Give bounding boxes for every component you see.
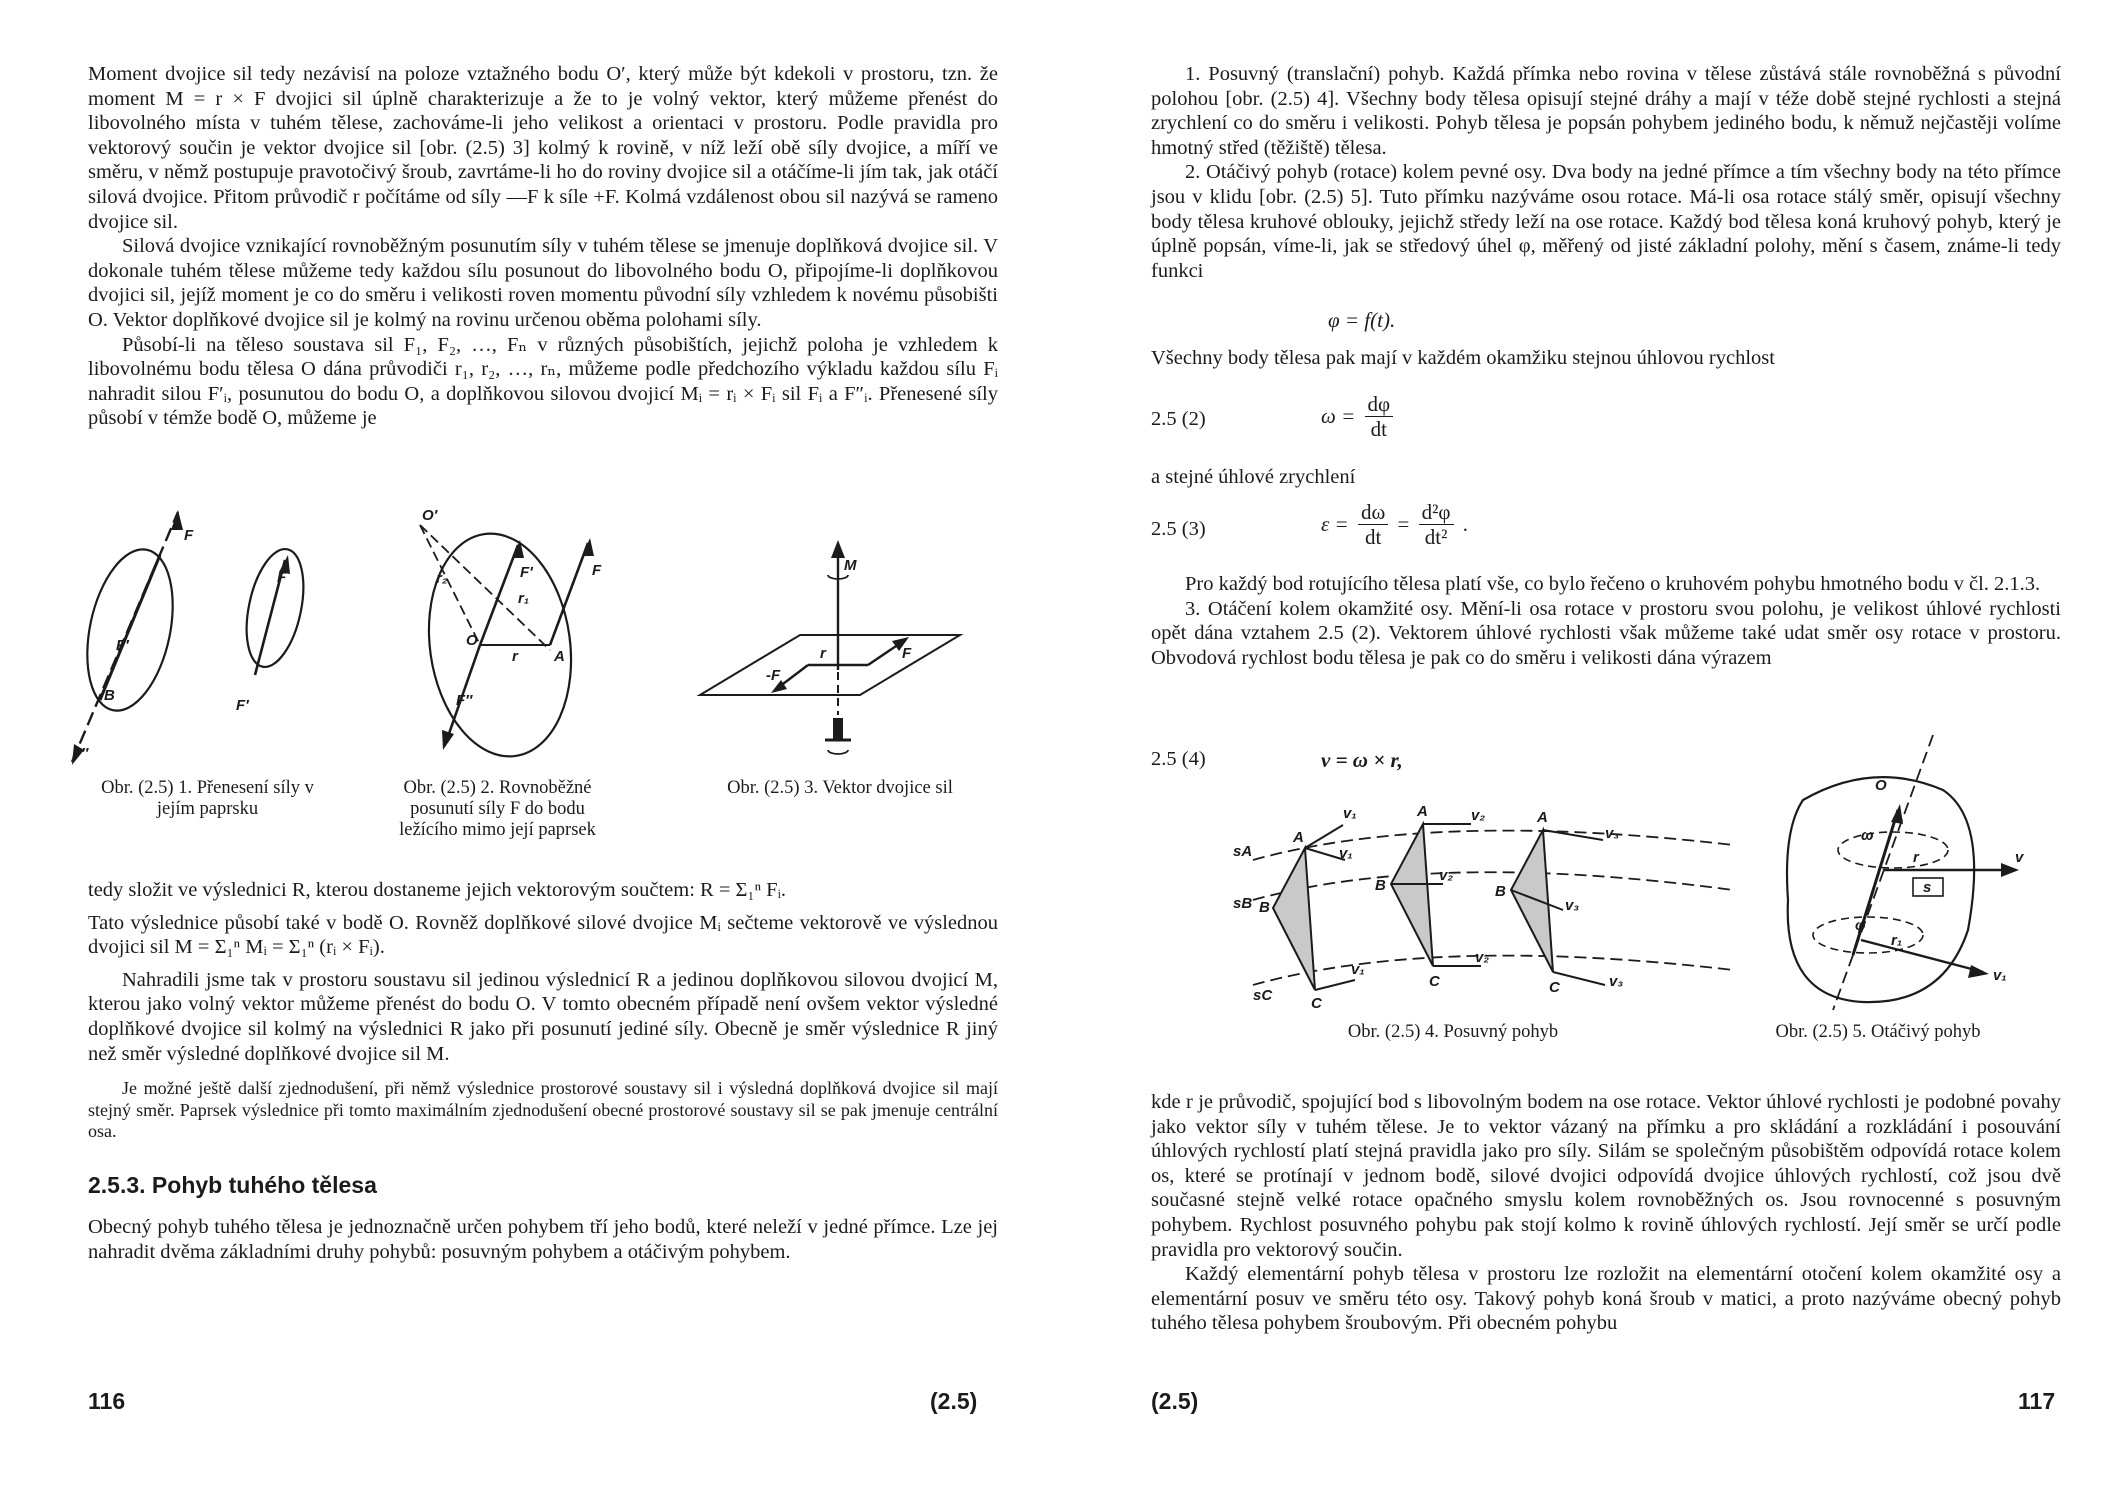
fig5-label: φ	[1855, 917, 1866, 934]
fig4-label: sB	[1233, 895, 1253, 912]
fig4-label: B	[1495, 883, 1506, 900]
paragraph: a stejné úhlové zrychlení	[1151, 466, 1356, 488]
figure-translation	[1233, 790, 1793, 1020]
right-text-middle	[1151, 572, 2061, 670]
fig5-label: r	[1913, 849, 1919, 866]
fig3-label: r	[820, 645, 826, 662]
fig1-label: F′	[236, 697, 249, 714]
paragraph: tedy složit ve výslednici R, kterou dostaneme jejich vektorovým součtem: R = Σ₁ⁿ Fᵢ.	[88, 879, 787, 901]
paragraph: 1. Posuvný (translační) pohyb. Každá přímka nebo rovina v tělese zůstává stále rovnoběžná s původní polohou [obr. (2.5) 4]. Všechny body tělesa opisují stejné dráhy a mají v téže době stejné rychlosti a stejná zrychlení co do směru i velikosti. Pohyb tělesa je popsán pohybem jediného bodu, k němuž nejčastěji volíme hmotný střed (těžiště) tělesa.	[1151, 63, 2061, 159]
fig4-label: sA	[1233, 843, 1253, 860]
paragraph: Nahradili jsme tak v prostoru soustavu sil jedinou výslednicí R a jedinou doplňkovou silovou dvojicí M, kterou jako volný vektor můžeme přenést do bodu O. V tomto obecném případě není ovšem vektor výsledné doplňkové dvojice sil kolmý na výslednici R jako při posunutí jediné síly. Obecně je směr výslednice R jiný než směr výsledné doplňkové dvojice sil M.	[88, 968, 998, 1065]
figure-rotation	[1743, 730, 2043, 1020]
fig2-label: r₁	[518, 590, 530, 607]
fig4-label: C	[1311, 995, 1322, 1012]
equation-label: 2.5 (3)	[1151, 518, 1206, 540]
equation-label: 2.5 (4)	[1151, 748, 1206, 770]
right-text-top	[1151, 62, 2061, 283]
right-text-bottom	[1151, 1090, 2061, 1336]
fig5-label: O	[1875, 777, 1887, 794]
fig4-label: A	[1417, 803, 1428, 820]
fig4-label: C	[1429, 973, 1440, 990]
fig3-label: F	[902, 645, 912, 662]
left-text-top	[88, 62, 998, 431]
fig1-label: F″	[72, 745, 89, 762]
fraction: $\frac{d\omega}{dt}$	[1358, 500, 1388, 549]
fig5-label: r₁	[1891, 932, 1903, 949]
paragraph: Obecný pohyb tuhého tělesa je jednoznačně určen pohybem tří jeho bodů, které neleží v jedné přímce. Lze jej nahradit dvěma základními druhy pohybů: posuvným pohybem a otáčivým pohybem.	[88, 1216, 998, 1263]
figure-caption: Obr. (2.5) 2. Rovnoběžné posunutí síly F do bodu ležícího mimo její paprsek	[399, 778, 596, 840]
paragraph: Působí-li na těleso soustava sil F₁, F₂, …, Fₙ v různých působištích, jejichž poloha je vzhledem k libovolnému bodu tělesa O dána průvodiči r₁, r₂, …, rₙ, můžeme podle předchozího výkladu každou sílu Fᵢ nahradit silou F′ᵢ, posunutou do bodu O, a doplňkovou silovou dvojicí Mᵢ = rᵢ × Fᵢ sil Fᵢ a F″ᵢ. Přenesené síly působí v témže bodě O, můžeme je	[88, 333, 998, 430]
fig4-label: A	[1537, 809, 1548, 826]
paragraph: Každý elementární pohyb tělesa v prostoru lze rozložit na elementární otočení kolem okamžité osy a elementární posuv ve směru této osy. Takový pohyb koná šroub v matici, a proto nazýváme obecný pohyb tuhého tělesa pohybem šroubovým. Při obecném pohybu	[1151, 1263, 2061, 1335]
fig2-label: F	[592, 562, 602, 579]
fig4-label: A	[1293, 829, 1304, 846]
page-number: 117	[2018, 1388, 2056, 1414]
fraction: $\frac{\text{d²φ}}{\text{dt²}}$	[1419, 500, 1454, 549]
fig4-label: v₂	[1471, 807, 1486, 824]
fig2-label: A	[554, 648, 565, 665]
fig4-label: v₁	[1339, 845, 1353, 862]
fig4-label: B	[1259, 899, 1270, 916]
paragraph-block	[1151, 465, 2061, 490]
figure-parallel-shift	[400, 505, 620, 775]
right-page	[1063, 0, 2126, 1500]
fig3-label: M	[844, 557, 857, 574]
fig1-label: F	[277, 569, 287, 586]
paragraph: kde r je průvodič, spojující bod s libovolným bodem na ose rotace. Vektor úhlové rychlosti je podobné povahy jako vektor síly v tuhém tělese. Je to vektor vázaný na přímku a pro skládání a rozkládání i posouvání úhlových rychlostí platí stejná pravidla jako pro síly. Silám se společným působištěm odpovídá rotace kolem os, které se protínají v jednom bodě, silové dvojici odpovídá dvojice úhlových rychlostí, což jsou dvě současné stejně velké rotace opačného smyslu kolem rovnoběžných os. Jsou rovnocenné s posuvným pohybem. Rychlost posuvného pohybu pak stojí kolmo k rovině úhlových rychlostí. Její směr se určí podle pravidla pro vektorový součin.	[1151, 1091, 2061, 1261]
fig1-label: F′	[116, 637, 129, 654]
paragraph: Moment dvojice sil tedy nezávisí na poloze vztažného bodu O′, který může být kdekoli v prostoru, tzn. že moment M = r × F dvojici sil úplně charakterizuje a že to je volný vektor, který můžeme přenést do libovolného místa v tuhém tělese, zachováme-li jeho velikost a orientaci v prostoru. Podle pravidla pro vektorový součin je vektor dvojice sil [obr. (2.5) 3] kolmý k rovině, v níž leží obě síly dvojice, a míří ve směru, v němž postupuje pravotočivý šroub, zavrtáme-li ho do roviny dvojice sil a otáčíme-li jím tak, jak otáčí silová dvojice. Přitom průvodič r počítáme od síly —F k síle +F. Kolmá vzdálenost obou sil nazývá se rameno dvojice sil.	[88, 63, 998, 233]
paragraph: 3. Otáčení kolem okamžité osy. Mění-li osa rotace v prostoru svou polohu, je velikost úhlové rychlosti opět dána vztahem 2.5 (2). Vektorem úhlové rychlosti však můžeme také udat směr osy rotace v prostoru. Obvodová rychlost bodu tělesa je pak co do směru i velikosti dána výrazem	[1151, 597, 2061, 669]
equation-omega: ω = $\frac{d\varphi}{dt}$	[1321, 392, 1397, 441]
figure-caption: Obr. (2.5) 4. Posuvný pohyb	[1347, 1022, 1559, 1042]
page-number: 116	[88, 1388, 126, 1414]
fig2-label: r	[512, 648, 518, 665]
fig2-label: O′	[422, 507, 438, 524]
fig3-label: -F	[766, 667, 781, 684]
fig5-label: v	[2015, 849, 2024, 866]
equation-phi: φ = f(t).	[1328, 308, 1396, 332]
fig4-label: v₁	[1351, 961, 1365, 978]
paragraph: Je možné ještě další zjednodušení, při němž výslednice prostorové soustavy sil i výsledná doplňková dvojice sil mají stejný směr. Paprsek výslednice při tomto maximálním zjednodušení obecné prostorové soustavy sil se pak jmenuje centrální osa.	[88, 1078, 998, 1142]
paragraph: 2. Otáčivý pohyb (rotace) kolem pevné osy. Dva body na jedné přímce a tím všechny body na této přímce jsou v klidu [obr. (2.5) 5]. Tuto přímku nazýváme osou rotace. Má-li osa rotace stálý směr, opisují všechny body tělesa kruhové oblouky, jejichž středy leží na ose rotace. Každý bod tělesa koná kruhový pohyb, který je úplně popsán, víme-li, jak se středový úhel φ, měřený od jisté základní polohy, mění s časem, známe-li tedy funkci	[1151, 161, 2061, 282]
equation-velocity: v = ω × r,	[1321, 748, 1403, 772]
fig2-label: F″	[456, 692, 473, 709]
left-text-bottom	[88, 878, 998, 1264]
fig4-label: v₃	[1605, 825, 1620, 842]
fig4-label: B	[1375, 877, 1386, 894]
running-head: (2.5)	[930, 1388, 978, 1414]
section-heading: 2.5.3. Pohyb tuhého tělesa	[88, 1171, 377, 1198]
fig5-label: s	[1923, 879, 1932, 896]
fig2-label: r₂	[436, 570, 448, 587]
paragraph: Silová dvojice vznikající rovnoběžným posunutím síly v tuhém tělese se jmenuje doplňková dvojice sil. V dokonale tuhém tělese můžeme tedy každou sílu posunout do libovolného bodu O, připojíme-li doplňkovou dvojici sil, jejíž moment je co do směru i velikosti roven momentu původní síly vzhledem k novému působišti O. Vektor doplňkové dvojice sil je kolmý na rovinu určenou oběma polohami síly.	[88, 235, 998, 331]
fraction: $\frac{d\varphi}{dt}$	[1365, 392, 1394, 441]
fig4-label: v₂	[1439, 867, 1454, 884]
fig1-label: F	[184, 527, 194, 544]
running-head: (2.5)	[1151, 1388, 1199, 1414]
fig4-label: sC	[1253, 987, 1273, 1004]
paragraph-block	[1151, 346, 2061, 371]
equation-epsilon: ε = $\frac{d\omega}{dt}$ = $\frac{\text{d²φ}}{\text{dt²}}$ .	[1321, 500, 1469, 549]
fig4-label: C	[1549, 979, 1560, 996]
figure-couple-vector	[690, 540, 970, 770]
figure-caption: Obr. (2.5) 5. Otáčivý pohyb	[1775, 1022, 1981, 1042]
paragraph: Všechny body tělesa pak mají v každém okamžiku stejnou úhlovou rychlost	[1151, 347, 1775, 369]
fig4-label: v₃	[1565, 897, 1580, 914]
fig5-label: ω	[1861, 827, 1874, 844]
fig1-label: B	[104, 687, 115, 704]
paragraph: Pro každý bod rotujícího tělesa platí vše, co bylo řečeno o kruhovém pohybu hmotného bodu v čl. 2.1.3.	[1185, 573, 2041, 595]
equation-label: 2.5 (2)	[1151, 408, 1206, 430]
fig2-label: O	[466, 632, 478, 649]
figure-caption: Obr. (2.5) 1. Přenesení síly v jejím paprsku	[101, 778, 314, 819]
fig2-label: F′	[520, 564, 533, 581]
fig4-label: v₁	[1343, 805, 1357, 822]
fig4-label: v₃	[1609, 973, 1624, 990]
paragraph: Tato výslednice působí také v bodě O. Rovněž doplňkové silové dvojice Mᵢ sečteme vektorově ve výslednou dvojici sil M = Σ₁ⁿ Mᵢ = Σ₁ⁿ (rᵢ × Fᵢ).	[88, 911, 998, 959]
fig5-label: v₁	[1993, 967, 2007, 984]
fig4-label: v₂	[1475, 949, 1490, 966]
figure-caption: Obr. (2.5) 3. Vektor dvojice sil	[727, 778, 953, 798]
figure-force-transfer	[60, 500, 310, 780]
